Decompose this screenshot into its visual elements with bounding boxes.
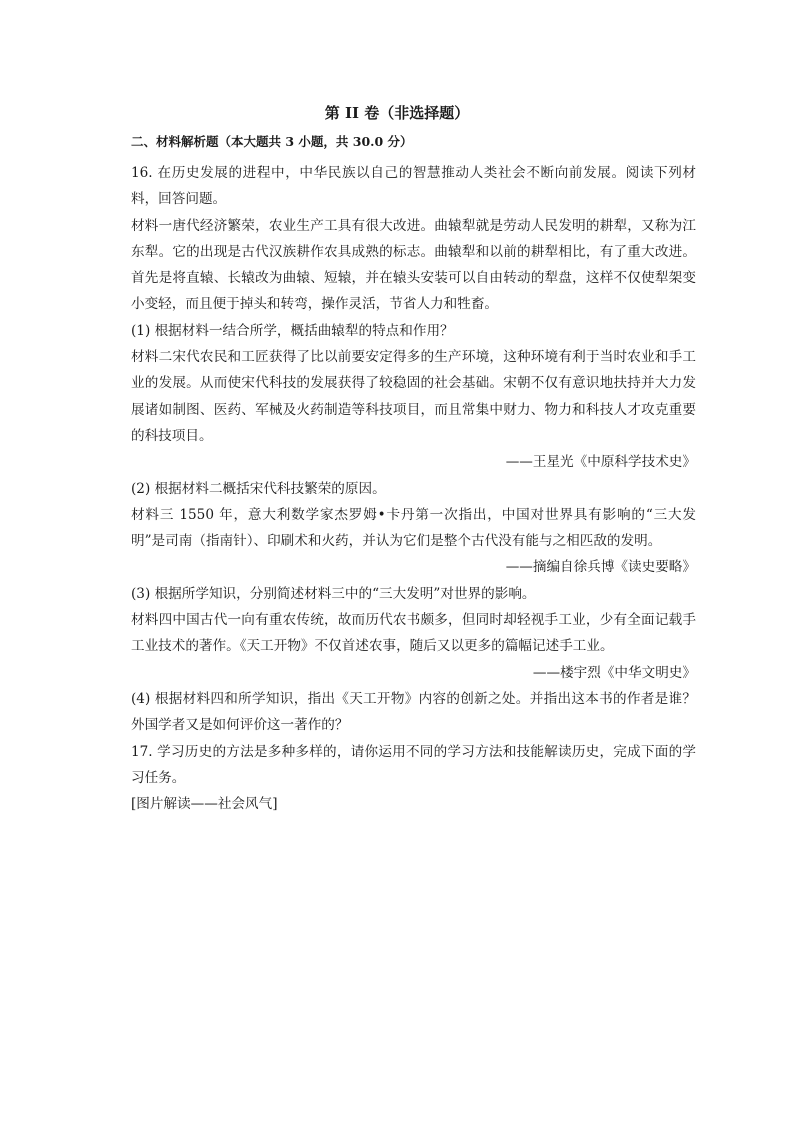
questions-body — [131, 160, 696, 817]
q16-subquestion-2: (2) 根据材料二概括宋代科技繁荣的原因。 — [131, 480, 386, 497]
q16-material-4: 材料四中国古代一向有重农传统，故而历代农书颇多，但同时却轻视手工业，少有全面记载手工业技术的著作。《天工开物》不仅首述农事，随后又以更多的篇幅记述手工业。 — [131, 612, 696, 655]
section-heading: 二、材料解析题（本大题共 3 小题，共 30.0 分） — [131, 134, 413, 149]
q16-subquestion-4: (4) 根据材料四和所学知识，指出《天工开物》内容的创新之处。并指出这本书的作者是谁？外国学者又是如何评价这一著作的？ — [131, 690, 696, 734]
q17-intro: 17. 学习历史的方法是多种多样的，请你运用不同的学习方法和技能解读历史，完成下面的学习任务。 — [131, 743, 696, 786]
q16-subquestion-1: (1) 根据材料一结合所学，概括曲辕犁的特点和作用？ — [131, 322, 454, 339]
q16-material-2: 材料二宋代农民和工匠获得了比以前要安定得多的生产环境，这种环境有利于当时农业和手工业的发展。从而使宋代科技的发展获得了较稳固的社会基础。宋朝不仅有意识地扶持并大力发展诸如制图、医药、军械及火药制造等科技项目，而且常集中财力、物力和科技人才攻克重要的科技项目。 — [131, 349, 696, 444]
q16-source-3: ——摘编自徐兵博《读史要略》 — [505, 559, 696, 576]
q16-source-4: ——楼宇烈《中华文明史》 — [532, 664, 696, 681]
q17-task-tag: [图片解读——社会风气] — [131, 796, 278, 813]
q16-intro: 16. 在历史发展的进程中，中华民族以自己的智慧推动人类社会不断向前发展。阅读下列材料，回答问题。 — [131, 165, 696, 208]
paper-title: 第 II 卷（非选择题） — [324, 104, 470, 122]
q16-source-2: ——王星光《中原科学技术史》 — [505, 454, 696, 471]
q16-subquestion-3: (3) 根据所学知识，分别简述材料三中的“三大发明”对世界的影响。 — [131, 585, 536, 602]
q16-material-1: 材料一唐代经济繁荣，农业生产工具有很大改进。曲辕犁就是劳动人民发明的耕犁，又称为江东犁。它的出现是古代汉族耕作农具成熟的标志。曲辕犁和以前的耕犁相比，有了重大改进。首先是将直辕、长辕改为曲辕、短辕，并在辕头安装可以自由转动的犁盘，这样不仅使犁架变小变轻，而且便于掉头和转弯，操作灵活，节省人力和牲畜。 — [131, 217, 696, 313]
q16-material-3: 材料三 1550 年，意大利数学家杰罗姆•卡丹第一次指出，中国对世界具有影响的“三大发明”是司南（指南针）、印刷术和火药，并认为它们是整个古代没有能与之相匹敌的发明。 — [131, 506, 696, 550]
